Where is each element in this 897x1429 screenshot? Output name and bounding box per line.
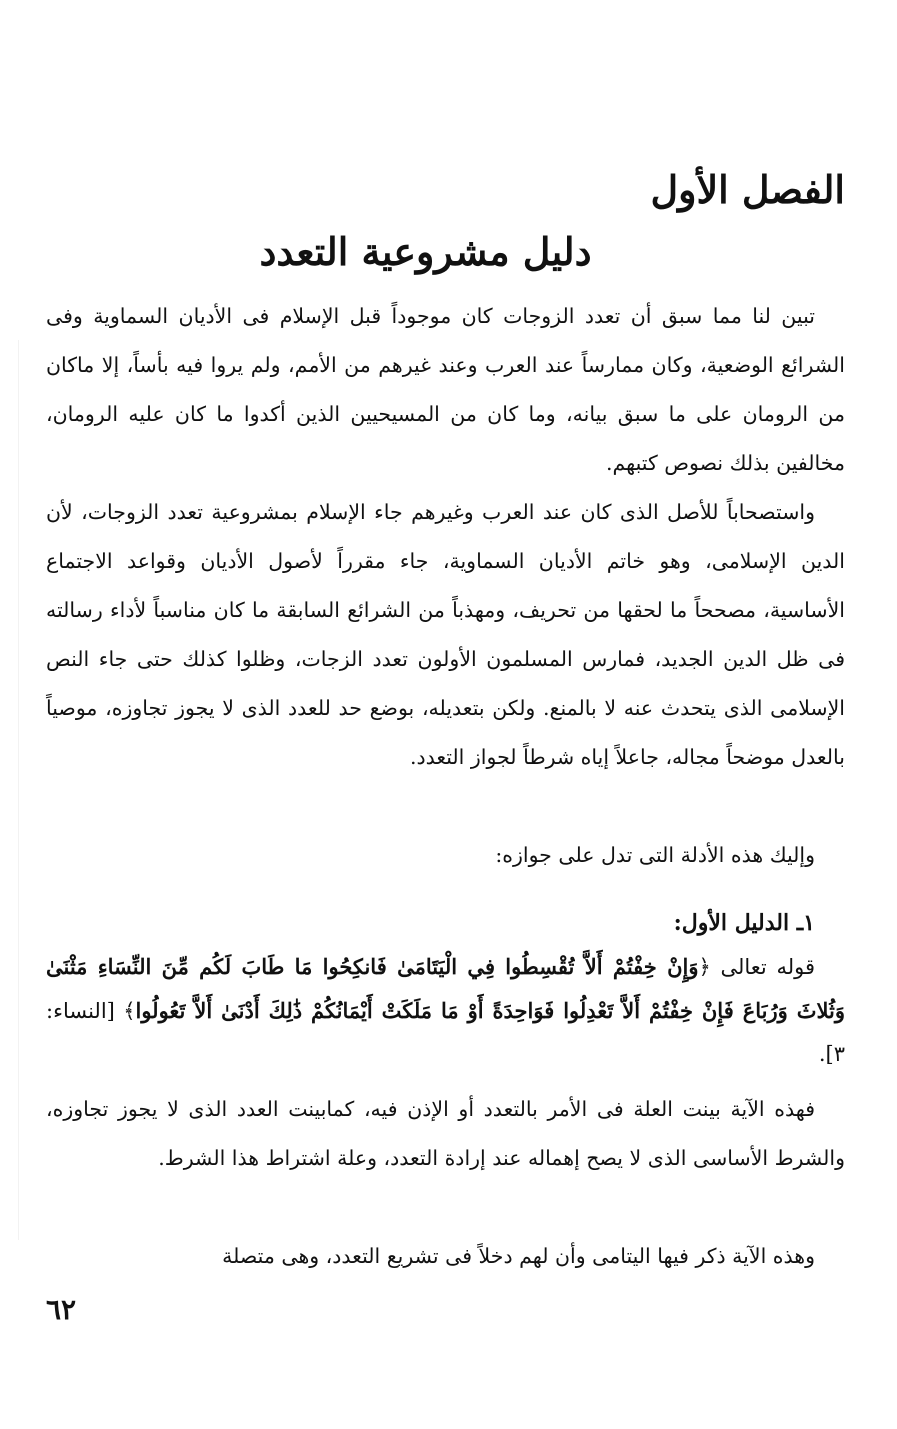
chapter-title: الفصل الأول (650, 167, 845, 212)
paragraph-legitimacy (46, 488, 845, 782)
verse-citation: [النساء: ٣]. (46, 999, 845, 1066)
evidence-heading (46, 902, 845, 944)
section-title: دليل مشروعية التعدد (259, 229, 592, 274)
verse-intro: قوله تعالى (720, 955, 815, 979)
quran-verse-text: وَإِنْ خِفْتُمْ أَلاَّ تُقْسِطُوا فِي الْيَتَامَىٰ فَانكِحُوا مَا طَابَ لَكُم مِّنَ النِّسَاءِ مَثْنَىٰ وَثُلاثَ وَرُبَاعَ فَإِنْ خِفْتُمْ أَلاَّ تَعْدِلُوا فَوَاحِدَةً أَوْ مَا مَلَكَتْ أَيْمَانُكُمْ ذَٰلِكَ أَدْنَىٰ أَلاَّ تَعُولُوا (46, 954, 845, 1023)
paragraph-legitimacy-text: واستصحاباً للأصل الذى كان عند العرب وغيرهم جاء الإسلام بمشروعية تعدد الزوجات، لأن الدين الإسلامى، وهو خاتم الأديان السماوية، جاء مقرراً لأصول الأديان وقواعد الاجتماع الأساسية، مصححاً ما لحقها من تحريف، ومهذباً من الشرائع السابقة ما كان مناسباً لأداء رسالته فى ظل الدين الجديد، فمارس المسلمون الأولون تعدد الزجات، وظلوا كذلك حتى جاء النص الإسلامى الذى يتحدث عنه لا بالمنع. ولكن بتعديله، بوضع حد للعدد الذى لا يجوز تجاوزه، موصياً بالعدل موضحاً مجاله، جاعلاً إياه شرطاً لجواز التعدد. (46, 500, 845, 769)
quran-verse-block (46, 945, 845, 1076)
paragraph-orphans-text: وهذه الآية ذكر فيها اليتامى وأن لهم دخلاً فى تشريع التعدد، وهى متصلة (222, 1244, 815, 1268)
verse-close-bracket: ﴾ (123, 999, 136, 1023)
paragraph-evidence-intro-text: وإليك هذه الأدلة التى تدل على جوازه: (495, 843, 815, 867)
scan-artifact-line (18, 340, 19, 1240)
paragraph-evidence-intro (46, 831, 845, 880)
paragraph-verse-explanation-text: فهذه الآية بينت العلة فى الأمر بالتعدد أو الإذن فيه، كمابينت العدد الذى لا يجوز تجاوزه، والشرط الأساسى الذى لا يصح إهماله عند إرادة التعدد، وعلة اشتراط هذا الشرط. (46, 1097, 845, 1170)
paragraph-orphans (46, 1232, 845, 1281)
paragraph-intro (46, 292, 845, 488)
page-number: ٦٢ (46, 1293, 77, 1326)
verse-open-bracket: ﴿ (698, 955, 711, 979)
paragraph-verse-explanation (46, 1085, 845, 1183)
evidence-heading-text: ١ـ الدليل الأول: (673, 910, 815, 936)
paragraph-intro-text: تبين لنا مما سبق أن تعدد الزوجات كان موجوداً قبل الإسلام فى الأديان السماوية وفى الشرائع الوضعية، وكان ممارساً عند العرب وعند غيرهم من الأمم، ولم يروا فيه بأساً، إلا ماكان من الرومان على ما سبق بيانه، وما كان من المسيحيين الذين أكدوا ما كان عليه الرومان، مخالفين بذلك نصوص كتبهم. (46, 304, 845, 475)
